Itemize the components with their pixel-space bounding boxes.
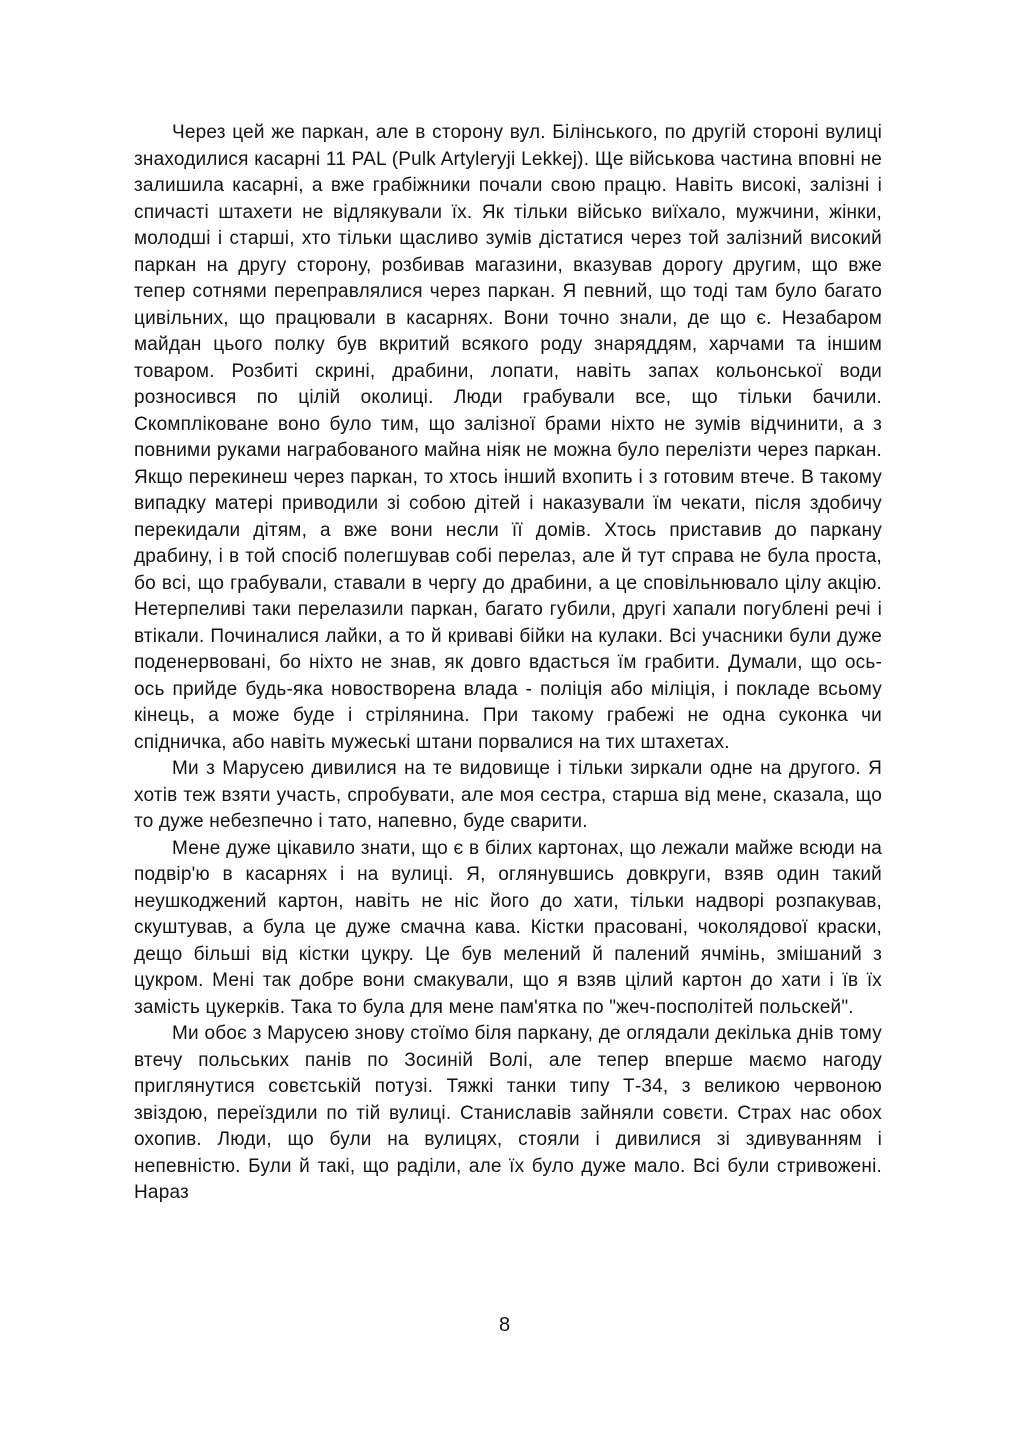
paragraph: Ми обоє з Марусею знову стоїмо біля паркану, де оглядали декілька днів тому втечу польських панів по Зосиній Волі, але тепер вперше маємо нагоду приглянутися совєтській потузі. Тяжкі танки типу Т-34, з великою червоною звіздою, переїздили по тій вулиці. Станиславів зайняли совєти. Страх нас обох охопив. Люди, що були на вулицях, стояли і дивилися зі здивуванням і непевністю. Були й такі, що раділи, але їх було дуже мало. Всі були стривожені. Нараз [134, 1023, 882, 1203]
paragraph: Через цей же паркан, але в сторону вул. Білінського, по другій стороні вулиці знаходилися касарні 11 PAL (Pulk Artyleryji Lekkej). Ще військова частина вповні не залишила касарні, а вже грабіжники почали свою працю. Навіть високі, залізні і спичасті штахети не відлякували їх. Як тільки військо виїхало, мужчини, жінки, молодші і старші, хто тільки щасливо зумів дістатися через той залізний високий паркан на другу сторону, розбивав магазини, вказував дорогу другим, що вже тепер сотнями переправлялися через паркан. Я певний, що тоді там було багато цивільних, що працювали в касарнях. Вони точно знали, де що є. Незабаром майдан цього полку був вкритий всякого роду знаряддям, харчами та іншим товаром. Розбиті скрині, драбини, лопати, навіть запах кольонської води розносився по цілій околиці. Люди грабували все, що тільки бачили. Скомпліковане воно було тим, що залізної брами ніхто не зумів відчинити, а з повними руками награбованого майна ніяк не можна було перелізти через паркан. Якщо перекинеш через паркан, то хтось інший вхопить і з готовим втече. В такому випадку матері приводили зі собою дітей і наказували їм чекати, після здобичу перекидали дітям, а вже вони несли її домів. Хтось приставив до паркану драбину, і в той спосіб полегшував собі перелаз, але й тут справа не була проста, бо всі, що грабували, ставали в чергу до драбини, а це сповільнювало цілу акцію. Нетерпеливі таки перелазили паркан, багато губили, другі хапали погублені речі і втікали. Починалися лайки, а то й криваві бійки на кулаки. Всі учасники були дуже поденервовані, бо ніхто не знав, як довго вдасться їм грабити. Думали, що ось-ось прийде будь-яка новостворена влада - поліція або міліція, і покладе всьому кінець, а може буде і стрілянина. При такому грабежі не одна суконка чи спідничка, або навіть мужеські штани порвалися на тих штахетах. [134, 122, 882, 753]
page-text [134, 120, 882, 1207]
paragraph: Ми з Марусею дивилися на те видовище і тільки зиркали одне на другого. Я хотів теж взяти участь, спробувати, але моя сестра, старша від мене, сказала, що то дуже небезпечно і тато, напевно, буде сварити. [134, 758, 882, 832]
page-number: 8 [498, 1314, 511, 1336]
paragraph: Мене дуже цікавило знати, що є в білих картонах, що лежали майже всюди на подвір'ю в касарнях і на вулиці. Я, оглянувшись довкруги, взяв один такий неушкоджений картон, навіть не ніс його до хати, тільки надворі розпакував, скуштував, а була це дуже смачна кава. Кістки прасовані, чоколядової краски, дещо більші від кістки цукру. Це був мелений й палений ячмінь, змішаний з цукром. Мені так добре вони смакували, що я взяв цілий картон до хати і їв їх замість цукерків. Така то була для мене пам'ятка по "жеч-посполітей польскей". [134, 837, 882, 1018]
